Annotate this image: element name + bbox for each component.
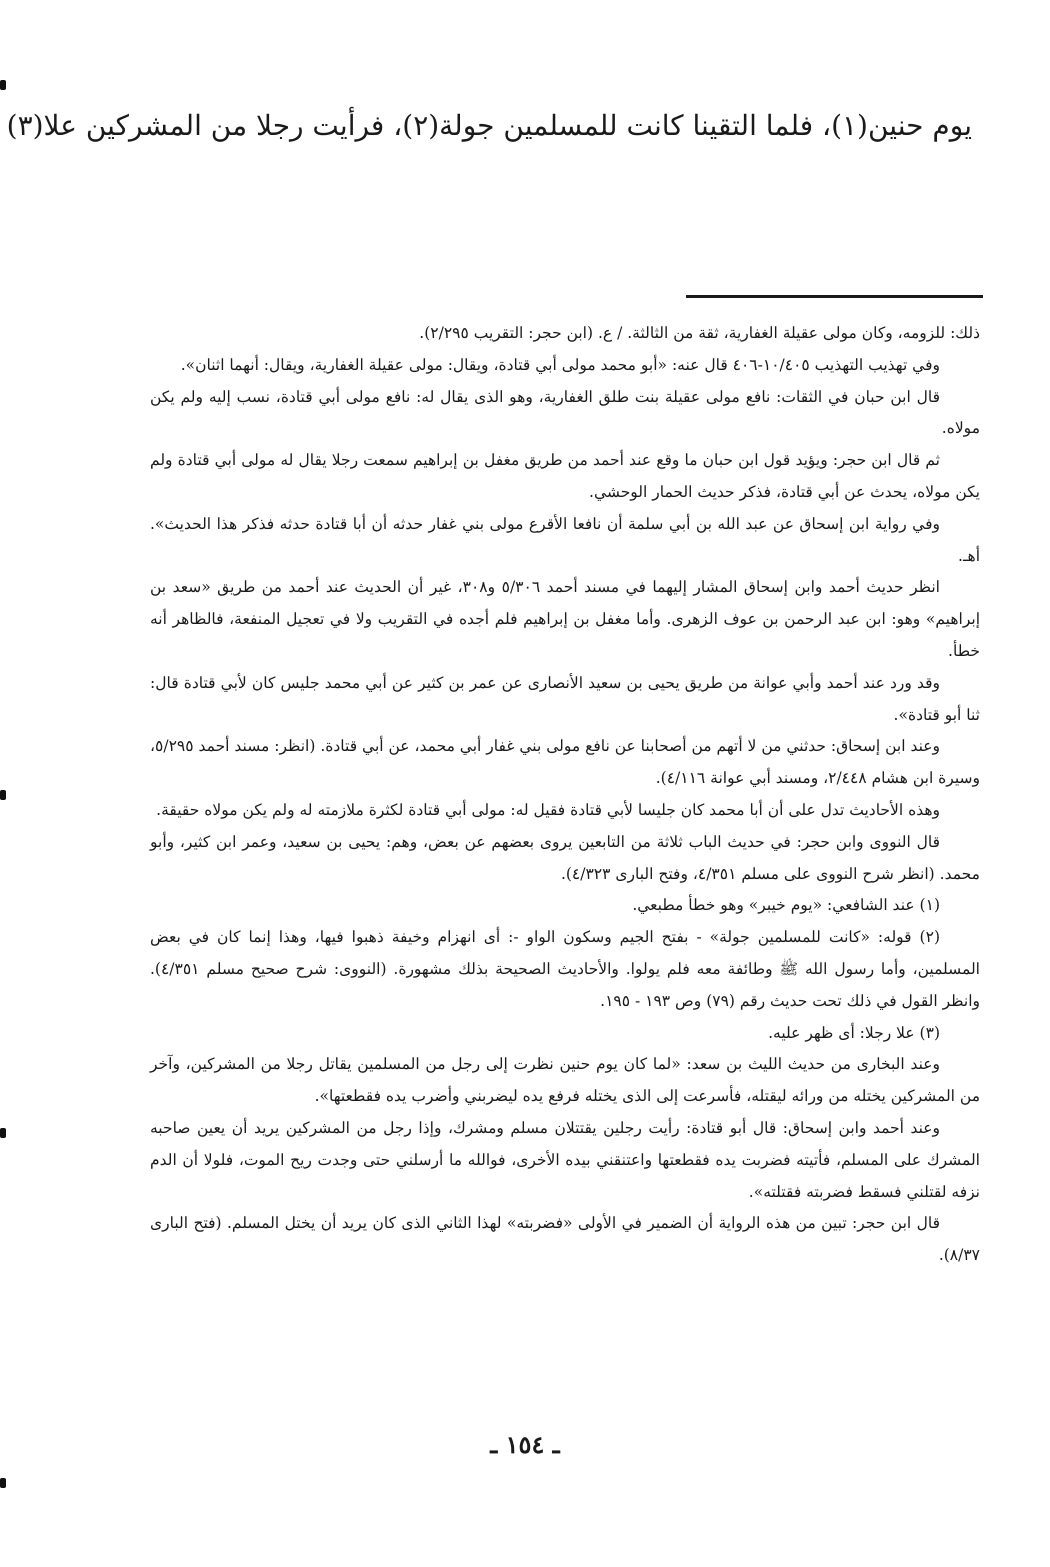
footnote-paragraph: وفي رواية ابن إسحاق عن عبد الله بن أبي سلمة أن نافعا الأقرع مولى بني غفار حدثه أن أبا قتادة حدثه فذكر هذا الحديث». أهـ. — [150, 514, 980, 565]
footnote-paragraph: وفي تهذيب التهذيب ١٠/٤٠٥-٤٠٦ قال عنه: «أبو محمد مولى أبي قتادة، ويقال: مولى عقيلة الغفارية، ويقال: أنهما اثنان». — [180, 355, 940, 374]
main-text-line: يوم حنين(١)، فلما التقينا كانت للمسلمين جولة(٢)، فرأيت رجلا من المشركين علا(٣) — [6, 109, 972, 142]
scan-edge-mark — [0, 790, 6, 800]
footnote-paragraph: ذلك: للزومه، وكان مولى عقيلة الغفارية، ثقة من الثالثة. / ع. (ابن حجر: التقريب ٢/٢٩٥). — [419, 324, 980, 342]
footnote-3: (٣) علا رجلا: أى ظهر عليه. — [768, 1023, 940, 1042]
footnote-paragraph: وهذه الأحاديث تدل على أن أبا محمد كان جليسا لأبي قتادة فقيل له: مولى أبي قتادة لكثرة ملازمته له ولم يكن مولاه حقيقة. — [156, 800, 940, 819]
footnote-2: (٢) قوله: «كانت للمسلمين جولة» - بفتح الجيم وسكون الواو -: أى انهزام وخيفة ذهبوا فيها، وهذا إنما كان في بعض المسلمين، وأما رسول الله ﷺ وطائفة معه فلم يولوا. والأحاديث الصحيحة بذلك مشهورة. (النووى: شرح صحيح مسلم ٤/٣٥١). وانظر القول في ذلك تحت حديث رقم (٧٩) وص ١٩٣ - ١٩٥. — [150, 928, 980, 1010]
scan-edge-mark — [0, 1478, 6, 1488]
footnote-paragraph: وعند ابن إسحاق: حدثني من لا أتهم من أصحابنا عن نافع مولى بني غفار أبي محمد، عن أبي قتادة. (انظر: مسند أحمد ٥/٢٩٥، وسيرة ابن هشام ٢/٤٤٨، ومسند أبي عوانة ٤/١١٦). — [150, 737, 980, 788]
footnote-paragraph: ثم قال ابن حجر: ويؤيد قول ابن حبان ما وقع عند أحمد من طريق مغفل بن إبراهيم سمعت رجلا يقال له مولى أبي قتادة ولم يكن مولاه، يحدث عن أبي قتادة، فذكر حديث الحمار الوحشي. — [150, 451, 980, 501]
footnote-paragraph: انظر حديث أحمد وابن إسحاق المشار إليهما في مسند أحمد ٥/٣٠٦ و٣٠٨، غير أن الحديث عند أحمد من طريق «سعد بن إبراهيم» وهو: ابن عبد الرحمن بن عوف الزهرى. وأما مغفل بن إبراهيم فلم أجده في التقريب ولا في تعجيل المنفعة، فالظاهر أنه خطأ. — [150, 578, 980, 660]
footnotes-block — [150, 318, 980, 1272]
footnote-1: (١) عند الشافعي: «يوم خيبر» وهو خطأ مطبعي. — [632, 896, 940, 915]
footnote-paragraph: قال ابن حبان في الثقات: نافع مولى عقيلة بنت طلق الغفارية، وهو الذى يقال له: نافع مولى أبي قتادة، نسب إليه ولم يكن مولاه. — [150, 387, 980, 438]
page-number: ـ ١٥٤ ـ — [490, 1430, 560, 1459]
footnote-paragraph: وقد ورد عند أحمد وأبي عوانة من طريق يحيى بن سعيد الأنصارى عن عمر بن كثير عن أبي محمد جليس كان لأبي قتادة قال: ثنا أبو قتادة». — [150, 673, 980, 724]
scan-edge-mark — [0, 80, 6, 90]
footnote-paragraph: قال النووى وابن حجر: في حديث الباب ثلاثة من التابعين يروى بعضهم عن بعض، وهم: يحيى بن سعيد، وعمر ابن كثير، وأبو محمد. (انظر شرح النووى على مسلم ٤/٣٥١، وفتح البارى ٤/٣٢٣). — [150, 832, 980, 883]
footnote-separator — [686, 295, 983, 298]
footnote-paragraph: وعند البخارى من حديث الليث بن سعد: «لما كان يوم حنين نظرت إلى رجل من المسلمين يقاتل رجلا من المشركين، وآخر من المشركين يختله من ورائه ليقتله، فأسرعت إلى الذى يختله فرفع يده ليضربني وأضرب يده فقطعتها». — [150, 1055, 980, 1106]
footnote-paragraph: وعند أحمد وابن إسحاق: قال أبو قتادة: رأيت رجلين يقتتلان مسلم ومشرك، وإذا رجل من المشركين يريد أن يعين صاحبه المشرك على المسلم، فأتيته فضربت يده فقطعتها واعتنقني بيده الأخرى، فوالله ما أرسلني حتى وجدت ريح الموت، فلولا أن الدم نزفه لقتلني فسقط فضربته فقتلته». — [150, 1118, 980, 1201]
footnote-paragraph: قال ابن حجر: تبين من هذه الرواية أن الضمير في الأولى «فضربته» لهذا الثاني الذى كان يريد أن يختل المسلم. (فتح البارى ٨/٣٧). — [150, 1214, 980, 1265]
scan-edge-mark — [0, 1128, 6, 1138]
